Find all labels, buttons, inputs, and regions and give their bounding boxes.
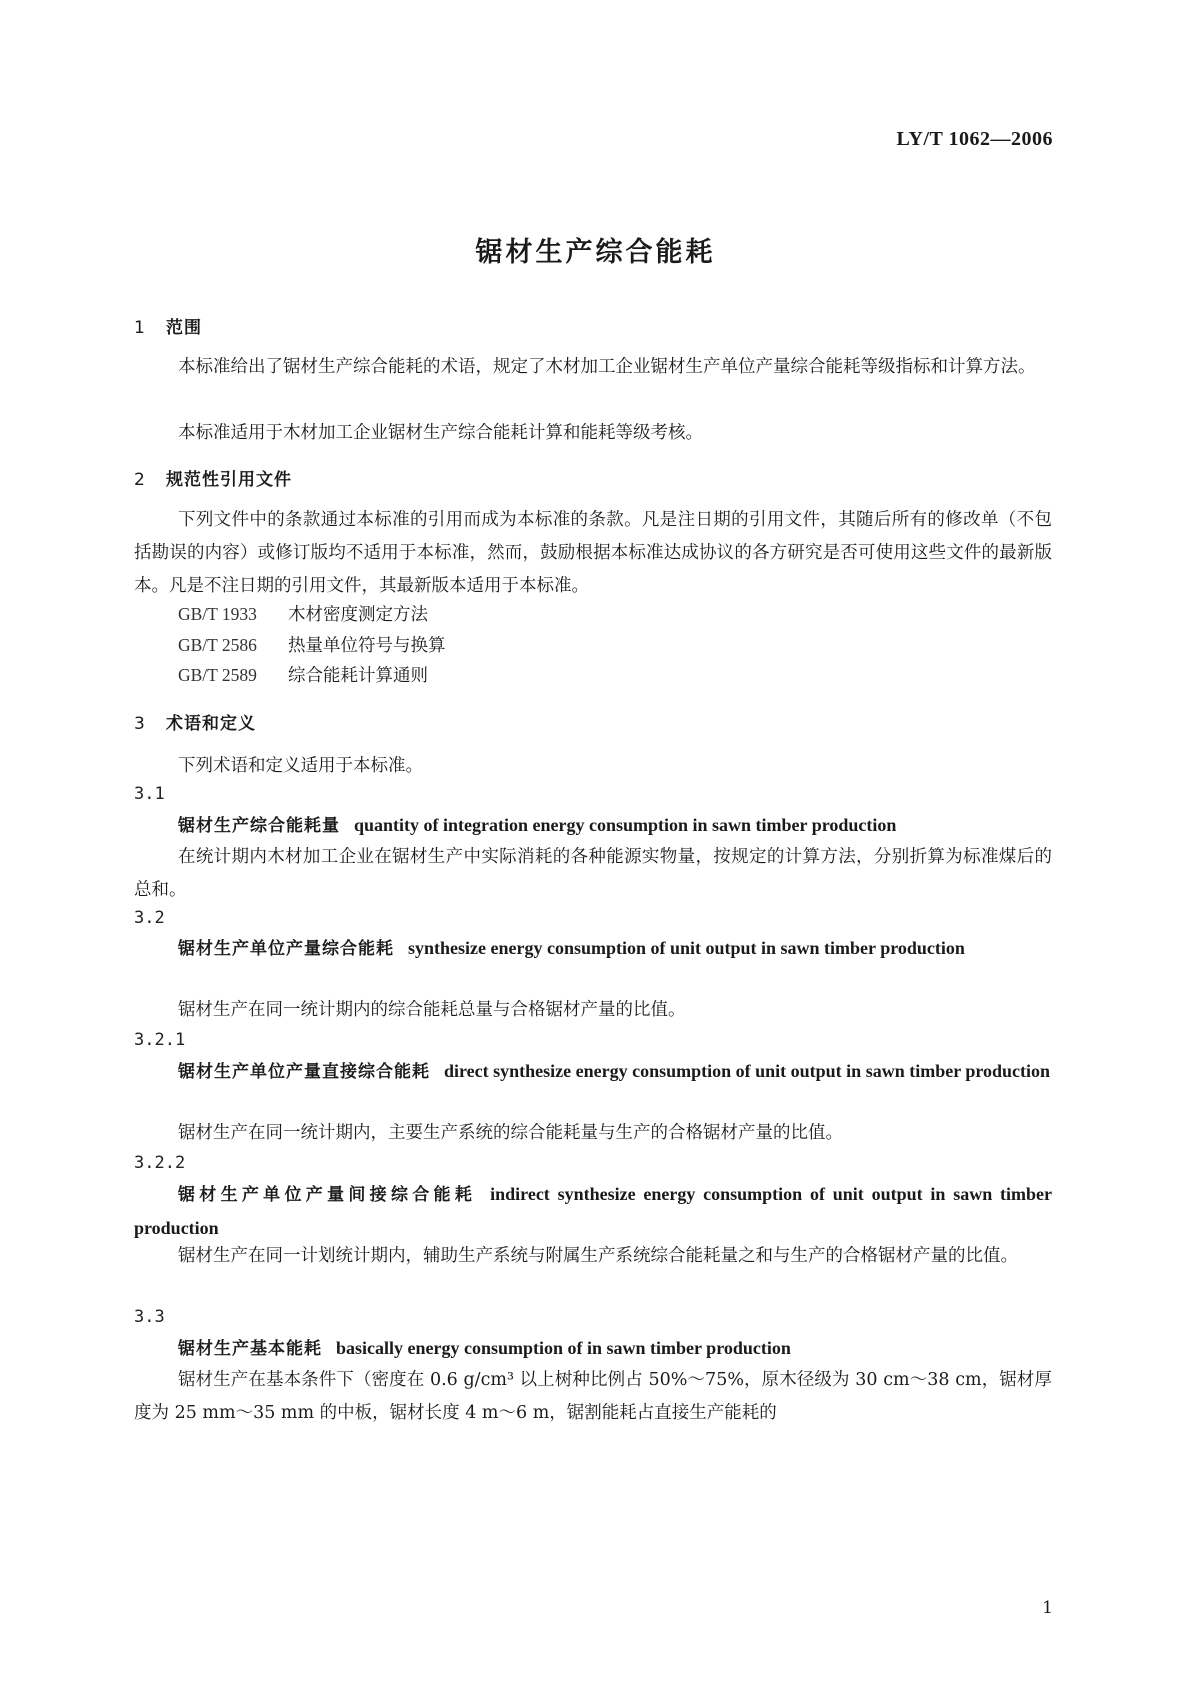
term-en: indirect synthesize energy consumption of unit output in sawn timber production xyxy=(134,1184,1052,1238)
term-zh: 锯材生产单位产量间接综合能耗 xyxy=(178,1185,477,1205)
clause-number: 3.1 xyxy=(134,784,165,804)
term-zh: 锯材生产综合能耗量 xyxy=(178,816,340,836)
section-number: 3 xyxy=(134,714,146,734)
section-number: 2 xyxy=(134,470,146,490)
section-number: 1 xyxy=(134,318,146,338)
term-definition: 锯材生产在基本条件下（密度在 0.6 g/cm³ 以上树种比例占 50%～75%，原木径级为 30 cm～38 cm，锯材厚度为 25 mm～35 mm 的中板，锯材长度 4 m～6 m，锯割能耗占直接生产能耗的 xyxy=(134,1370,1052,1423)
section-title: 规范性引用文件 xyxy=(166,470,292,490)
term-en: quantity of integration energy consumption in sawn timber production xyxy=(354,815,897,835)
term-zh: 锯材生产单位产量直接综合能耗 xyxy=(178,1062,430,1082)
section-2-heading xyxy=(134,465,292,490)
reference-title: 综合能耗计算通则 xyxy=(288,666,428,686)
term-heading xyxy=(134,932,1052,966)
paragraph: 下列文件中的条款通过本标准的引用而成为本标准的条款。凡是注日期的引用文件，其随后所有的修改单（不包括勘误的内容）或修订版均不适用于本标准，然而，鼓励根据本标准达成协议的各方研究是否可使用这些文件的最新版本。凡是不注日期的引用文件，其最新版本适用于本标准。 xyxy=(134,510,1052,596)
clause-number: 3.2.2 xyxy=(134,1153,186,1173)
reference-item xyxy=(178,632,446,657)
paragraph: 本标准给出了锯材生产综合能耗的术语，规定了木材加工企业锯材生产单位产量综合能耗等级指标和计算方法。 xyxy=(178,357,1036,377)
clause-number: 3.2.1 xyxy=(134,1030,186,1050)
term-en: basically energy consumption of in sawn timber production xyxy=(336,1338,791,1358)
clause-number: 3.2 xyxy=(134,908,165,928)
reference-item xyxy=(178,662,428,687)
term-zh: 锯材生产单位产量综合能耗 xyxy=(178,939,394,959)
clause-number: 3.3 xyxy=(134,1307,165,1327)
term-heading xyxy=(134,1055,1052,1089)
page-number: 1 xyxy=(1042,1598,1053,1618)
term-en: synthesize energy consumption of unit output in sawn timber production xyxy=(408,938,965,958)
section-title: 范围 xyxy=(166,318,202,338)
reference-item xyxy=(178,601,428,626)
reference-code: GB/T 1933 xyxy=(178,604,257,624)
section-3-heading xyxy=(134,709,256,734)
term-zh: 锯材生产基本能耗 xyxy=(178,1339,322,1359)
term-definition: 锯材生产在同一统计期内的综合能耗总量与合格锯材产量的比值。 xyxy=(178,1000,686,1020)
term-en: direct synthesize energy consumption of unit output in sawn timber production xyxy=(444,1061,1051,1081)
standard-code: LY/T 1062—2006 xyxy=(896,128,1053,150)
term-heading xyxy=(134,809,1052,843)
term-heading xyxy=(134,1332,1052,1366)
paragraph: 下列术语和定义适用于本标准。 xyxy=(178,756,423,776)
reference-code: GB/T 2586 xyxy=(178,635,257,655)
term-definition: 锯材生产在同一计划统计期内，辅助生产系统与附属生产系统综合能耗量之和与生产的合格锯材产量的比值。 xyxy=(178,1246,1018,1266)
paragraph: 本标准适用于木材加工企业锯材生产综合能耗计算和能耗等级考核。 xyxy=(178,423,703,443)
term-heading xyxy=(134,1178,1052,1246)
section-1-heading xyxy=(134,313,202,338)
reference-code: GB/T 2589 xyxy=(178,665,257,685)
term-definition: 锯材生产在同一统计期内，主要生产系统的综合能耗量与生产的合格锯材产量的比值。 xyxy=(178,1123,843,1143)
term-definition: 在统计期内木材加工企业在锯材生产中实际消耗的各种能源实物量，按规定的计算方法，分别折算为标准煤后的总和。 xyxy=(134,847,1052,900)
reference-title: 木材密度测定方法 xyxy=(288,605,428,625)
section-title: 术语和定义 xyxy=(166,714,256,734)
document-title: 锯材生产综合能耗 xyxy=(475,237,716,268)
reference-title: 热量单位符号与换算 xyxy=(288,636,446,656)
